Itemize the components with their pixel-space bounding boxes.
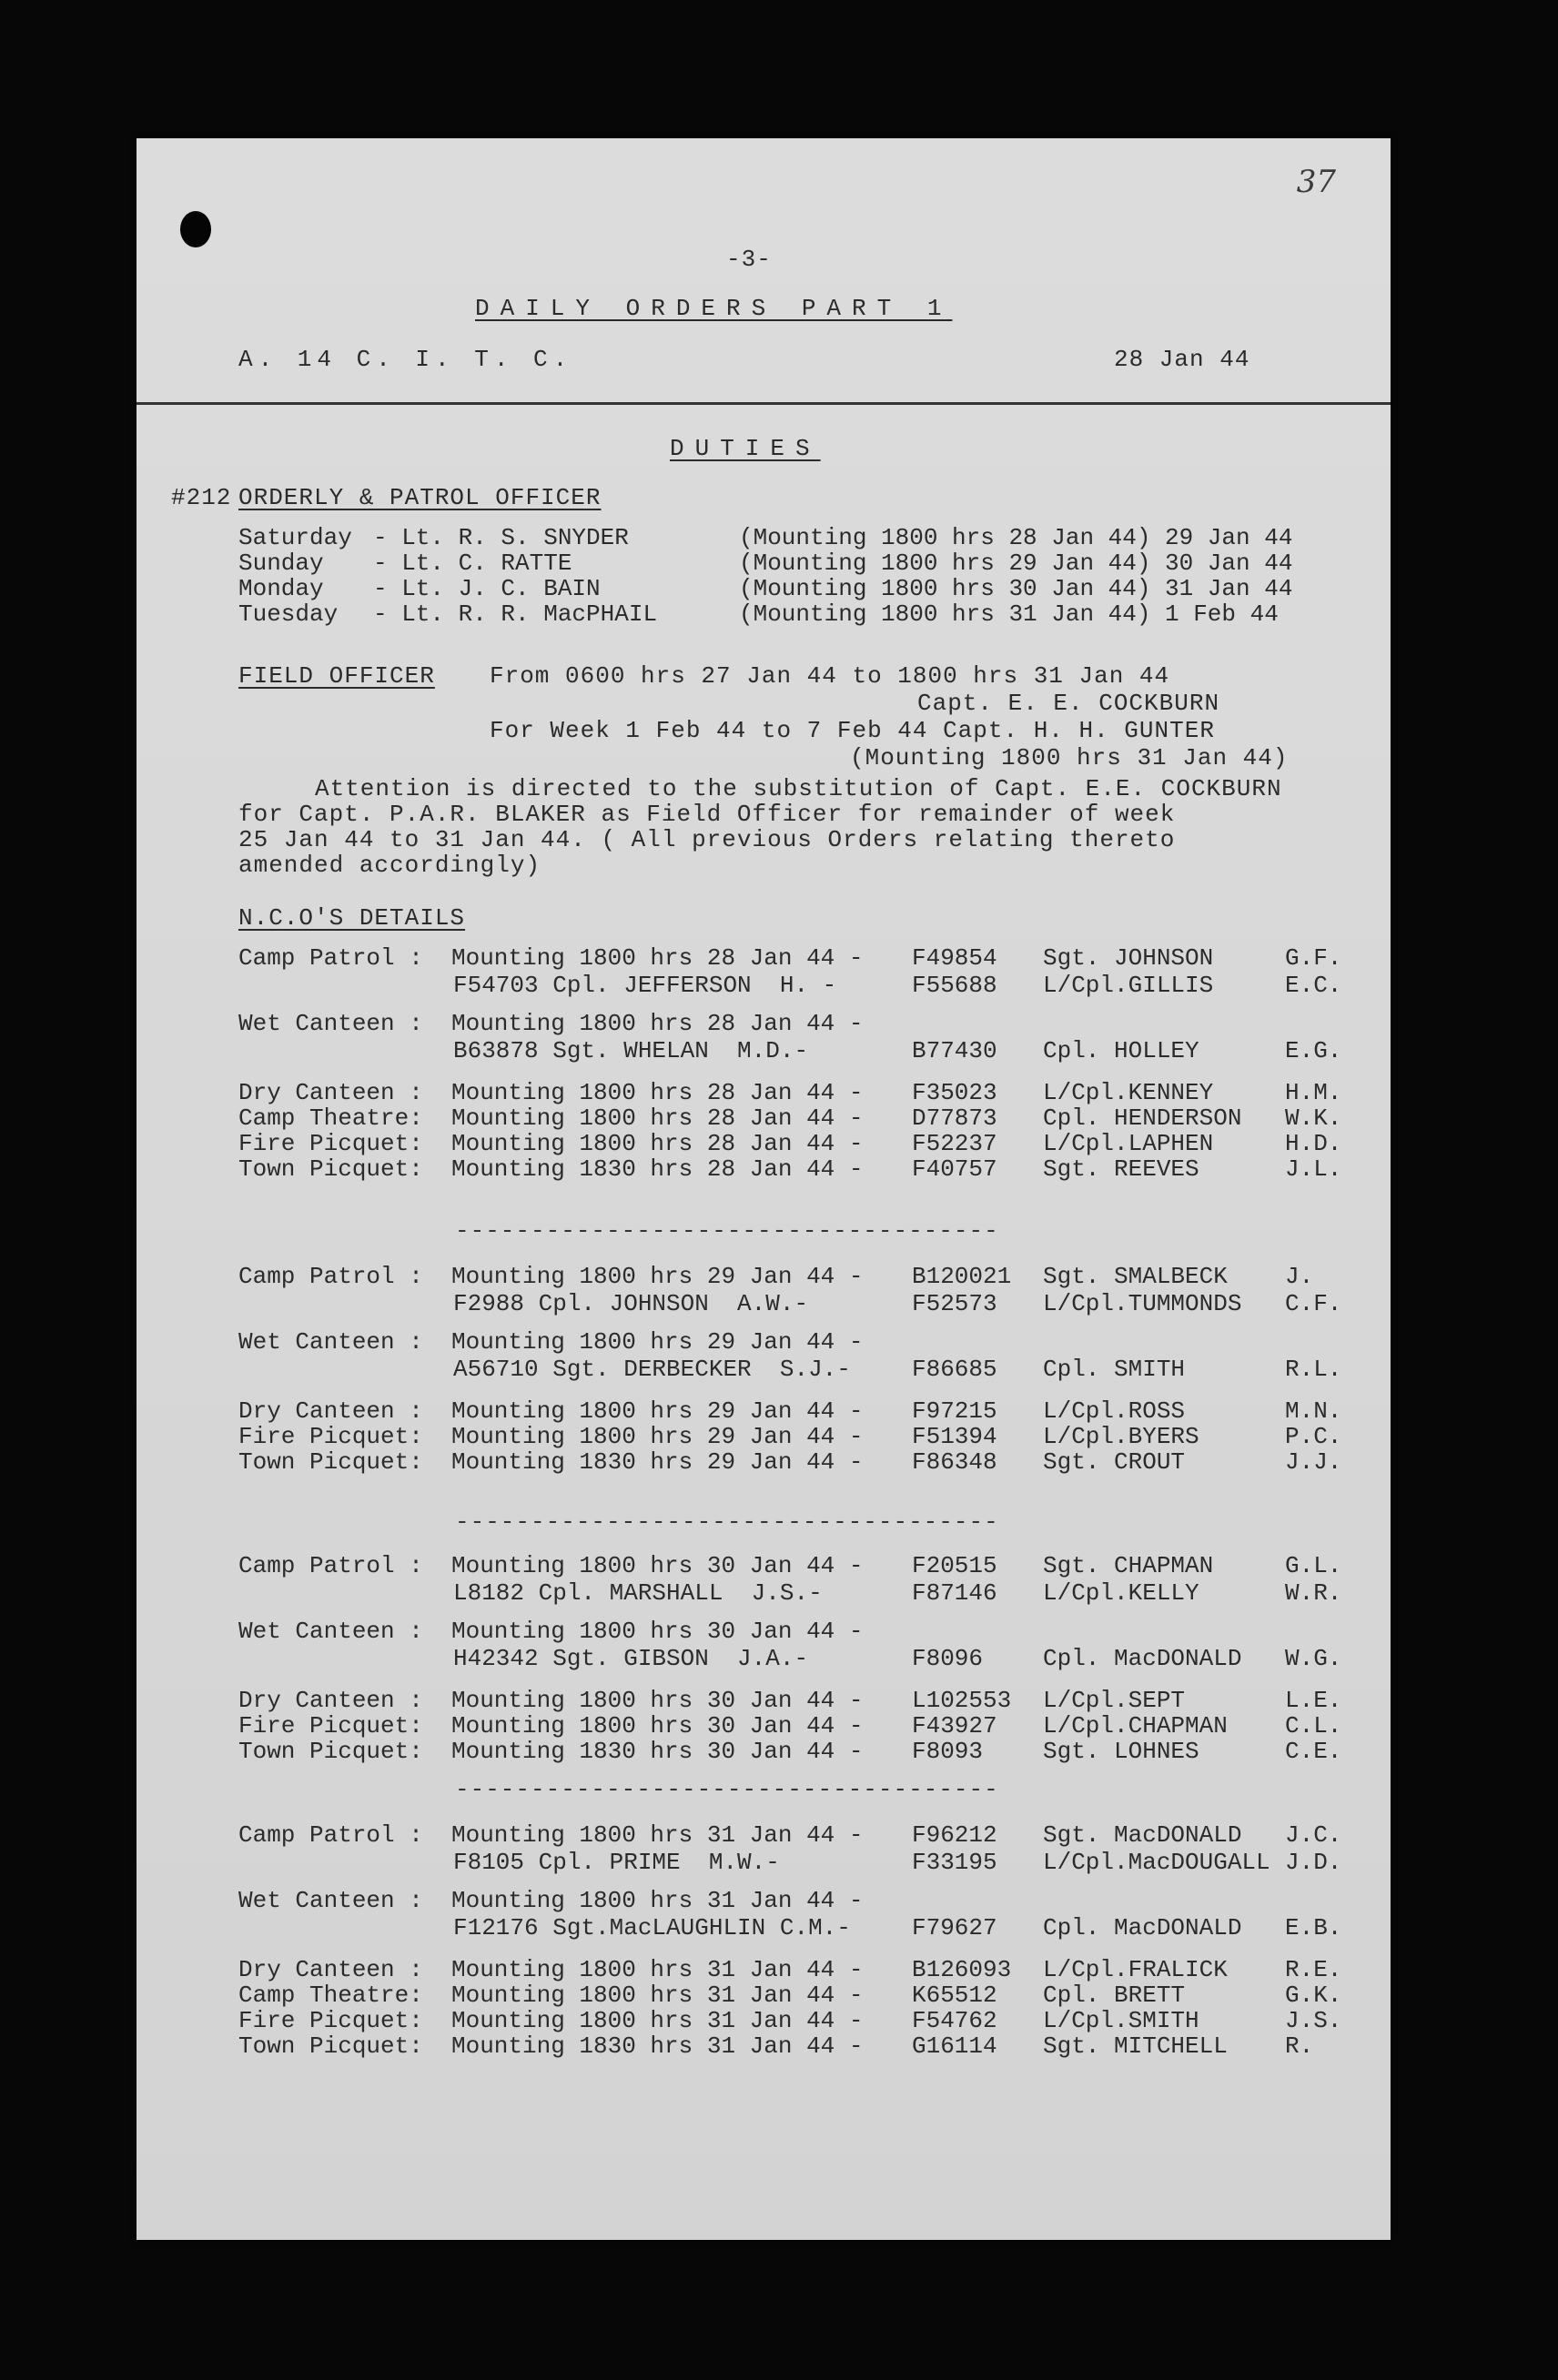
nco-number: F96212 — [912, 1821, 997, 1849]
nco-row — [137, 1849, 1391, 1876]
nco-initials: L.E. — [1285, 1687, 1342, 1714]
nco-initials: J.D. — [1285, 1849, 1342, 1876]
nco-name: L/Cpl.KELLY — [1043, 1579, 1199, 1607]
nco-initials: G.F. — [1285, 944, 1342, 972]
nco-mounting: F8105 Cpl. PRIME M.W.- — [453, 1849, 780, 1876]
nco-initials: W.R. — [1285, 1579, 1342, 1607]
nco-row — [137, 1618, 1391, 1645]
nco-row — [137, 1982, 1391, 2009]
nco-duty: Dry Canteen : — [238, 1397, 423, 1425]
nco-row — [137, 944, 1391, 972]
nco-number: F87146 — [912, 1579, 997, 1607]
orderly-date: 31 Jan 44 — [1165, 575, 1293, 602]
field-officer-line: For Week 1 Feb 44 to 7 Feb 44 Capt. H. H. GUNTER — [490, 717, 1215, 744]
nco-name: L/Cpl.SMITH — [1043, 2007, 1199, 2034]
nco-initials: E.C. — [1285, 972, 1342, 999]
nco-number: F40757 — [912, 1155, 997, 1183]
nco-initials: M.N. — [1285, 1397, 1342, 1425]
nco-row — [137, 1155, 1391, 1183]
orderly-row — [137, 600, 1391, 628]
nco-name: Sgt. SMALBECK — [1043, 1263, 1228, 1290]
attention-line: Attention is directed to the substitution of Capt. E.E. COCKBURN — [315, 775, 1282, 802]
nco-duty: Camp Patrol : — [238, 944, 423, 972]
nco-number: F97215 — [912, 1397, 997, 1425]
nco-duty: Wet Canteen : — [238, 1328, 423, 1356]
attention-line: amended accordingly) — [238, 852, 541, 879]
nco-mounting: Mounting 1800 hrs 28 Jan 44 - — [451, 1130, 864, 1157]
nco-mounting: Mounting 1830 hrs 31 Jan 44 - — [451, 2032, 864, 2060]
nco-name: Sgt. CROUT — [1043, 1448, 1186, 1476]
nco-initials: G.K. — [1285, 1982, 1342, 2009]
orderly-mounting: (Mounting 1800 hrs 29 Jan 44) — [739, 550, 1151, 577]
nco-row — [137, 1290, 1391, 1317]
nco-name: Sgt. CHAPMAN — [1043, 1552, 1214, 1579]
nco-name: Sgt. LOHNES — [1043, 1738, 1199, 1765]
nco-mounting: Mounting 1800 hrs 29 Jan 44 - — [451, 1423, 864, 1450]
nco-mounting: F54703 Cpl. JEFFERSON H. - — [453, 972, 837, 999]
nco-row — [137, 1579, 1391, 1607]
unit-name: A. 14 C. I. T. C. — [238, 346, 573, 373]
nco-number: K65512 — [912, 1982, 997, 2009]
attention-line: 25 Jan 44 to 31 Jan 44. ( All previous Orders relating thereto — [238, 826, 1176, 853]
orderly-row — [137, 524, 1391, 551]
orderly-heading: ORDERLY & PATROL OFFICER — [238, 484, 602, 511]
nco-number: F79627 — [912, 1914, 997, 1941]
document-title: DAILY ORDERS PART 1 — [475, 295, 953, 322]
orderly-mounting: (Mounting 1800 hrs 31 Jan 44) — [739, 600, 1151, 628]
nco-duty: Dry Canteen : — [238, 1079, 423, 1106]
nco-initials: R.L. — [1285, 1356, 1342, 1383]
nco-name: L/Cpl.BYERS — [1043, 1423, 1199, 1450]
orderly-day: Monday — [238, 575, 324, 602]
header-divider — [137, 402, 1391, 405]
nco-name: L/Cpl.FRALICK — [1043, 1956, 1228, 1983]
nco-number: F35023 — [912, 1079, 997, 1106]
orderly-officer: - Lt. J. C. BAIN — [373, 575, 601, 602]
nco-name: L/Cpl.CHAPMAN — [1043, 1712, 1228, 1740]
nco-row — [137, 1037, 1391, 1064]
nco-number: D77873 — [912, 1104, 997, 1132]
nco-row — [137, 972, 1391, 999]
field-officer-line: From 0600 hrs 27 Jan 44 to 1800 hrs 31 Jan 44 — [490, 662, 1170, 690]
nco-number: F86685 — [912, 1356, 997, 1383]
nco-number: G16114 — [912, 2032, 997, 2060]
nco-mounting: Mounting 1800 hrs 31 Jan 44 - — [451, 1982, 864, 2009]
nco-mounting: Mounting 1800 hrs 30 Jan 44 - — [451, 1712, 864, 1740]
nco-number: B77430 — [912, 1037, 997, 1064]
nco-row — [137, 1645, 1391, 1672]
nco-duty: Wet Canteen : — [238, 1887, 423, 1914]
nco-initials: R. — [1285, 2032, 1314, 2060]
nco-mounting: Mounting 1800 hrs 29 Jan 44 - — [451, 1328, 864, 1356]
nco-number: L102553 — [912, 1687, 1012, 1714]
nco-name: L/Cpl.KENNEY — [1043, 1079, 1214, 1106]
nco-number: F52237 — [912, 1130, 997, 1157]
nco-number: F43927 — [912, 1712, 997, 1740]
nco-row — [137, 1130, 1391, 1157]
nco-row — [137, 1552, 1391, 1579]
nco-row — [137, 1687, 1391, 1714]
nco-name: Cpl. BRETT — [1043, 1982, 1186, 2009]
nco-initials: C.L. — [1285, 1712, 1342, 1740]
nco-mounting: Mounting 1800 hrs 29 Jan 44 - — [451, 1397, 864, 1425]
orderly-mounting: (Mounting 1800 hrs 30 Jan 44) — [739, 575, 1151, 602]
nco-mounting: H42342 Sgt. GIBSON J.A.- — [453, 1645, 809, 1672]
nco-name: Cpl. MacDONALD — [1043, 1645, 1242, 1672]
nco-mounting: Mounting 1800 hrs 31 Jan 44 - — [451, 2007, 864, 2034]
nco-duty: Town Picquet: — [238, 2032, 423, 2060]
orderly-mounting: (Mounting 1800 hrs 28 Jan 44) — [739, 524, 1151, 551]
nco-duty: Camp Patrol : — [238, 1821, 423, 1849]
nco-mounting: Mounting 1800 hrs 30 Jan 44 - — [451, 1618, 864, 1645]
nco-initials: R.E. — [1285, 1956, 1342, 1983]
nco-mounting: Mounting 1800 hrs 31 Jan 44 - — [451, 1956, 864, 1983]
nco-mounting: B63878 Sgt. WHELAN M.D.- — [453, 1037, 809, 1064]
nco-name: Sgt. REEVES — [1043, 1155, 1199, 1183]
orderly-officer: - Lt. R. R. MacPHAIL — [373, 600, 658, 628]
nco-row — [137, 1821, 1391, 1849]
nco-name: Sgt. MacDONALD — [1043, 1821, 1242, 1849]
nco-mounting: L8182 Cpl. MARSHALL J.S.- — [453, 1579, 823, 1607]
nco-number: F52573 — [912, 1290, 997, 1317]
orderly-officer: - Lt. R. S. SNYDER — [373, 524, 629, 551]
nco-duty: Dry Canteen : — [238, 1687, 423, 1714]
document-page — [137, 138, 1391, 2240]
nco-row — [137, 1914, 1391, 1941]
nco-duty: Fire Picquet: — [238, 1712, 423, 1740]
nco-number: F51394 — [912, 1423, 997, 1450]
nco-name: L/Cpl.LAPHEN — [1043, 1130, 1214, 1157]
nco-row — [137, 1956, 1391, 1983]
nco-number: F8096 — [912, 1645, 984, 1672]
nco-row — [137, 1263, 1391, 1290]
nco-number: F8093 — [912, 1738, 984, 1765]
nco-initials: C.E. — [1285, 1738, 1342, 1765]
nco-row — [137, 1079, 1391, 1106]
nco-name: L/Cpl.MacDOUGALL — [1043, 1849, 1270, 1876]
nco-duty: Town Picquet: — [238, 1448, 423, 1476]
nco-duty: Fire Picquet: — [238, 1423, 423, 1450]
orderly-date: 29 Jan 44 — [1165, 524, 1293, 551]
nco-row — [137, 1328, 1391, 1356]
nco-number: F49854 — [912, 944, 997, 972]
nco-initials: C.F. — [1285, 1290, 1342, 1317]
attention-line: for Capt. P.A.R. BLAKER as Field Officer for remainder of week — [238, 801, 1176, 828]
field-officer-line: Capt. E. E. COCKBURN — [917, 690, 1220, 717]
orderly-row — [137, 550, 1391, 577]
item-number: #212 — [171, 484, 232, 511]
nco-duty: Wet Canteen : — [238, 1010, 423, 1037]
nco-number: F54762 — [912, 2007, 997, 2034]
nco-duty: Camp Patrol : — [238, 1263, 423, 1290]
section-separator: ------------------------------------ — [455, 1217, 999, 1245]
nco-name: L/Cpl.TUMMONDS — [1043, 1290, 1242, 1317]
nco-row — [137, 1738, 1391, 1765]
nco-duty: Wet Canteen : — [238, 1618, 423, 1645]
nco-initials: E.B. — [1285, 1914, 1342, 1941]
nco-duty: Fire Picquet: — [238, 1130, 423, 1157]
nco-mounting: Mounting 1800 hrs 28 Jan 44 - — [451, 1104, 864, 1132]
orderly-day: Saturday — [238, 524, 352, 551]
section-separator: ------------------------------------ — [455, 1508, 999, 1536]
nco-name: Cpl. SMITH — [1043, 1356, 1186, 1383]
nco-initials: H.M. — [1285, 1079, 1342, 1106]
nco-mounting: Mounting 1830 hrs 28 Jan 44 - — [451, 1155, 864, 1183]
nco-duty: Town Picquet: — [238, 1155, 423, 1183]
nco-mounting: Mounting 1800 hrs 28 Jan 44 - — [451, 1079, 864, 1106]
nco-row — [137, 2032, 1391, 2060]
nco-initials: G.L. — [1285, 1552, 1342, 1579]
nco-initials: P.C. — [1285, 1423, 1342, 1450]
nco-row — [137, 2007, 1391, 2034]
nco-initials: E.G. — [1285, 1037, 1342, 1064]
nco-number: B126093 — [912, 1956, 1012, 1983]
nco-initials: W.K. — [1285, 1104, 1342, 1132]
nco-number: F55688 — [912, 972, 997, 999]
orderly-day: Tuesday — [238, 600, 339, 628]
nco-initials: J.J. — [1285, 1448, 1342, 1476]
nco-initials: W.G. — [1285, 1645, 1342, 1672]
duties-heading: DUTIES — [670, 435, 821, 462]
nco-row — [137, 1423, 1391, 1450]
nco-number: F20515 — [912, 1552, 997, 1579]
nco-name: Cpl. HOLLEY — [1043, 1037, 1199, 1064]
nco-row — [137, 1448, 1391, 1476]
nco-name: Cpl. MacDONALD — [1043, 1914, 1242, 1941]
nco-name: Cpl. HENDERSON — [1043, 1104, 1242, 1132]
nco-row — [137, 1712, 1391, 1740]
nco-duty: Dry Canteen : — [238, 1956, 423, 1983]
nco-mounting: Mounting 1830 hrs 30 Jan 44 - — [451, 1738, 864, 1765]
nco-mounting: A56710 Sgt. DERBECKER S.J.- — [453, 1356, 851, 1383]
orderly-date: 1 Feb 44 — [1165, 600, 1279, 628]
nco-mounting: Mounting 1800 hrs 31 Jan 44 - — [451, 1887, 864, 1914]
order-date: 28 Jan 44 — [1114, 346, 1250, 373]
nco-mounting: F2988 Cpl. JOHNSON A.W.- — [453, 1290, 809, 1317]
nco-name: Sgt. JOHNSON — [1043, 944, 1214, 972]
punch-hole — [180, 211, 211, 247]
nco-duty: Fire Picquet: — [238, 2007, 423, 2034]
orderly-row — [137, 575, 1391, 602]
nco-row — [137, 1887, 1391, 1914]
page-number: 37 — [1296, 164, 1336, 200]
nco-duty: Camp Patrol : — [238, 1552, 423, 1579]
nco-initials: J.S. — [1285, 2007, 1342, 2034]
nco-number: F33195 — [912, 1849, 997, 1876]
orderly-day: Sunday — [238, 550, 324, 577]
nco-name: L/Cpl.GILLIS — [1043, 972, 1214, 999]
nco-initials: J.C. — [1285, 1821, 1342, 1849]
nco-number: B120021 — [912, 1263, 1012, 1290]
nco-mounting: Mounting 1800 hrs 29 Jan 44 - — [451, 1263, 864, 1290]
nco-initials: J. — [1285, 1263, 1314, 1290]
nco-mounting: Mounting 1800 hrs 28 Jan 44 - — [451, 944, 864, 972]
nco-initials: J.L. — [1285, 1155, 1342, 1183]
nco-row — [137, 1356, 1391, 1383]
section-number: -3- — [726, 246, 772, 273]
nco-mounting: F12176 Sgt.MacLAUGHLIN C.M.- — [453, 1914, 851, 1941]
nco-row — [137, 1397, 1391, 1425]
nco-mounting: Mounting 1800 hrs 30 Jan 44 - — [451, 1552, 864, 1579]
nco-mounting: Mounting 1800 hrs 31 Jan 44 - — [451, 1821, 864, 1849]
orderly-officer: - Lt. C. RATTE — [373, 550, 572, 577]
nco-mounting: Mounting 1830 hrs 29 Jan 44 - — [451, 1448, 864, 1476]
field-officer-heading: FIELD OFFICER — [238, 662, 435, 690]
nco-number: F86348 — [912, 1448, 997, 1476]
nco-duty: Camp Theatre: — [238, 1982, 423, 2009]
nco-duty: Camp Theatre: — [238, 1104, 423, 1132]
field-officer-line: (Mounting 1800 hrs 31 Jan 44) — [850, 744, 1289, 771]
nco-name: L/Cpl.ROSS — [1043, 1397, 1186, 1425]
nco-row — [137, 1104, 1391, 1132]
nco-mounting: Mounting 1800 hrs 30 Jan 44 - — [451, 1687, 864, 1714]
nco-name: Sgt. MITCHELL — [1043, 2032, 1228, 2060]
nco-duty: Town Picquet: — [238, 1738, 423, 1765]
nco-initials: H.D. — [1285, 1130, 1342, 1157]
nco-name: L/Cpl.SEPT — [1043, 1687, 1186, 1714]
nco-details-heading: N.C.O'S DETAILS — [238, 904, 466, 932]
orderly-date: 30 Jan 44 — [1165, 550, 1293, 577]
nco-mounting: Mounting 1800 hrs 28 Jan 44 - — [451, 1010, 864, 1037]
nco-row — [137, 1010, 1391, 1037]
section-separator: ------------------------------------ — [455, 1776, 999, 1803]
